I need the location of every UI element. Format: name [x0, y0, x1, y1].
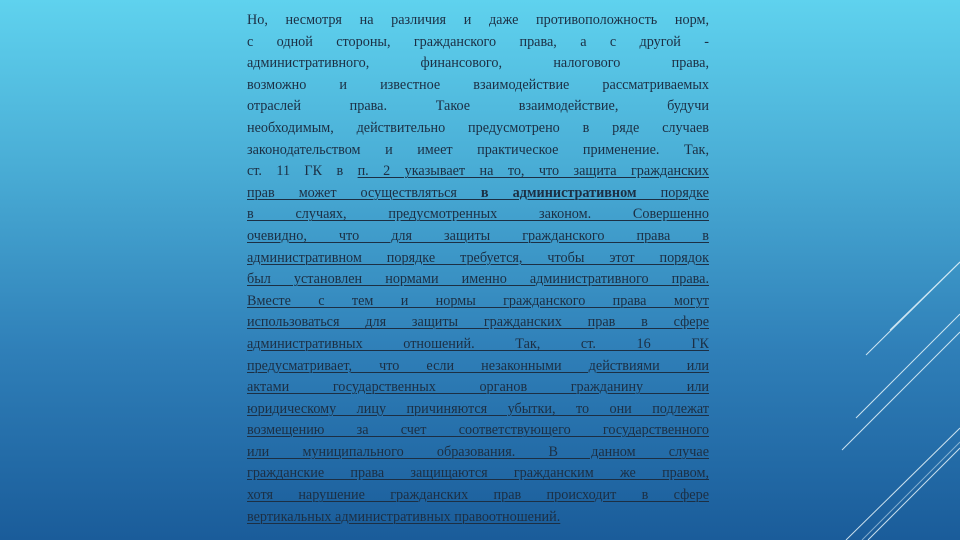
underlined-text-line: хотя нарушение гражданских прав происходит в сфере [247, 487, 709, 504]
main-paragraph [247, 10, 709, 528]
deco-line-6 [868, 448, 960, 540]
deco-line-5 [846, 428, 960, 540]
text-line: отраслей права. Такое взаимодействие, будучи [247, 98, 709, 115]
underlined-text-line: в случаях, предусмотренных законом. Совершенно [247, 206, 709, 223]
text-line: административного, финансового, налогового права, [247, 55, 709, 72]
deco-line-2 [890, 262, 960, 330]
underlined-text-line: вертикальных административных правоотношений. [247, 508, 561, 525]
underlined-text-line: административном порядке требуется, чтобы этот порядок [247, 249, 709, 266]
underlined-text-line: использоваться для защиты гражданских прав в сфере [247, 314, 709, 331]
underlined-text-line: или муниципального образования. В данном случае [247, 443, 709, 460]
text-line: возможно и известное взаимодействие рассматриваемых [247, 76, 709, 93]
underlined-text-line: возмещению за счет соответствующего государственного [247, 422, 709, 439]
text-line-mixed [247, 183, 709, 205]
text-line: необходимым, действительно предусмотрено в ряде случаев [247, 119, 709, 136]
text-line-mixed [247, 161, 709, 183]
deco-line-7 [862, 442, 960, 540]
underlined-text-line: юридическому лицу причиняются убытки, то они подлежат [247, 400, 709, 417]
deco-line-3 [856, 314, 960, 418]
underlined-text-line: гражданские права защищаются гражданским же правом, [247, 465, 709, 482]
text-line: Но, несмотря на различия и даже противоположность норм, [247, 12, 709, 28]
underlined-text-segment: порядке [636, 184, 709, 201]
underlined-text-line: был установлен нормами именно административного права. [247, 271, 709, 288]
underlined-text-line: Вместе с тем и нормы гражданского права могут [247, 292, 709, 309]
underlined-text-line: актами государственных органов гражданину или [247, 379, 709, 396]
underlined-text-line: предусматривает, что если незаконными действиями или [247, 357, 709, 374]
bold-text-segment: в административном [480, 184, 637, 201]
underlined-text-segment: п. 2 указывает на то, что защита гражданских [357, 163, 709, 180]
deco-line-4 [842, 332, 960, 450]
text-segment: ст. 11 ГК в [247, 163, 358, 180]
underlined-text-line: административных отношений. Так, ст. 16 ГК [247, 335, 709, 352]
text-line: с одной стороны, гражданского права, а с другой - [247, 33, 709, 50]
underlined-text-line: очевидно, что для защиты гражданского права в [247, 227, 709, 244]
text-line: законодательством и имеет практическое применение. Так, [247, 141, 709, 158]
underlined-text-segment: прав может осуществляться [247, 184, 481, 201]
